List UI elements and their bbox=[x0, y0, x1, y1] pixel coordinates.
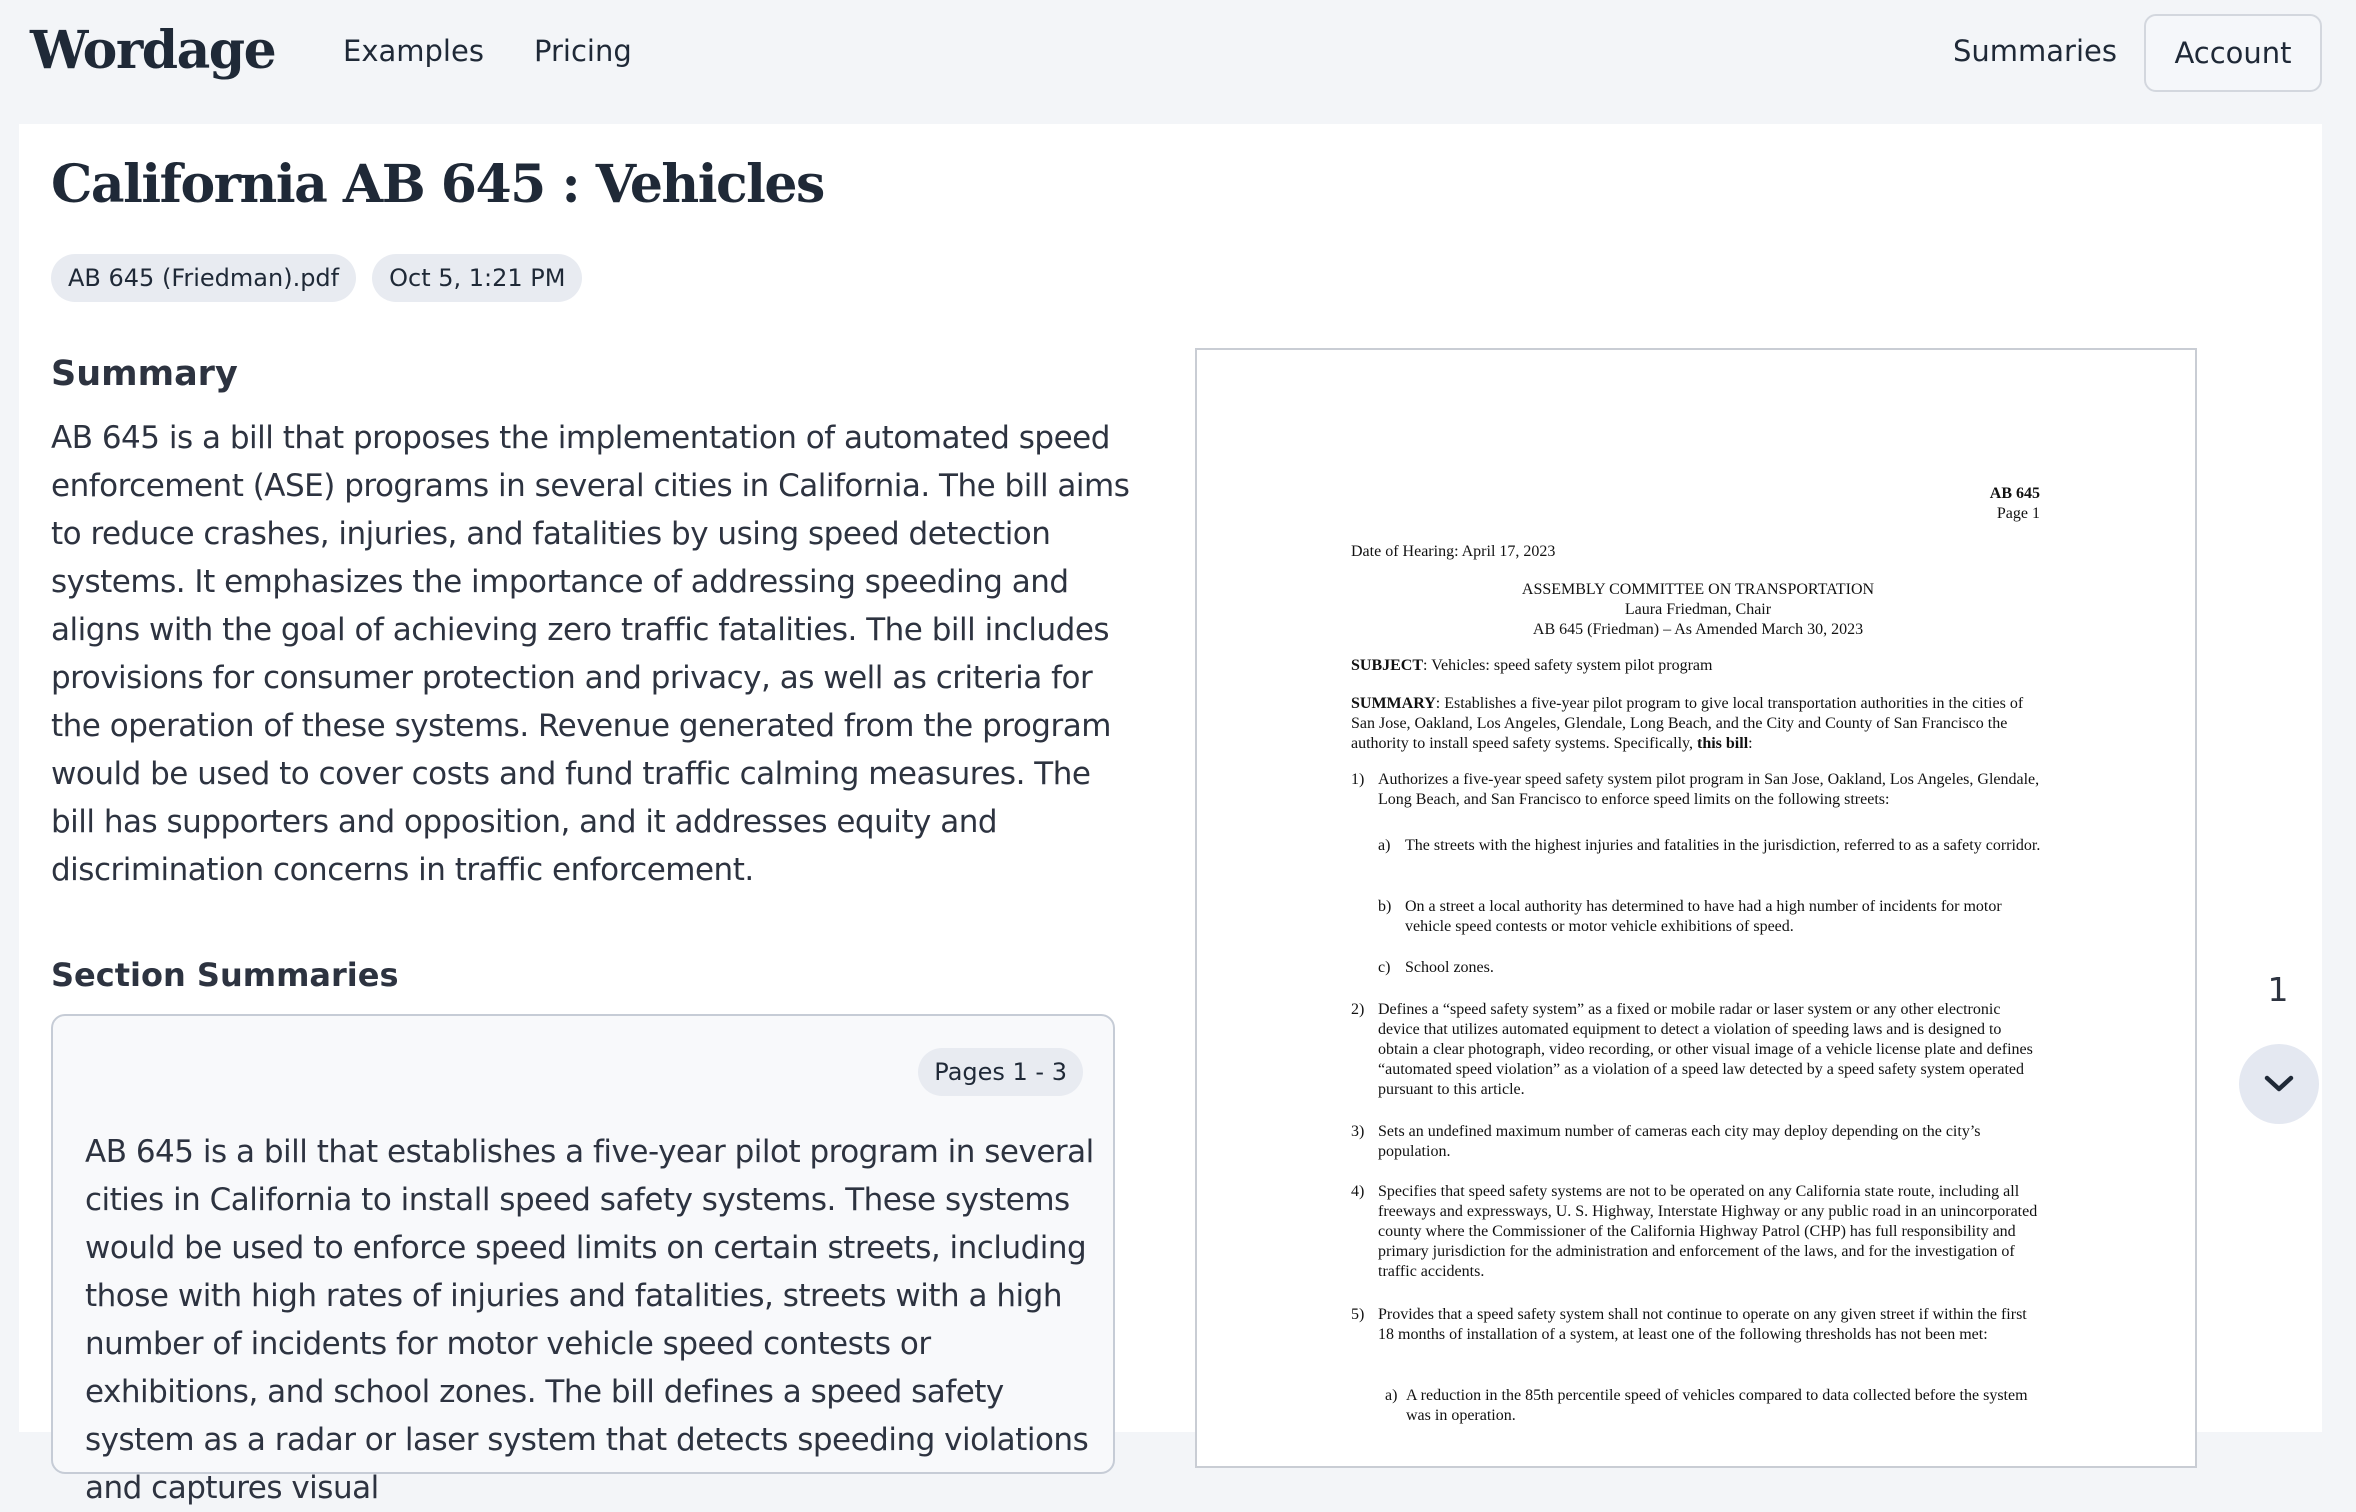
pdf-date-of-hearing: Date of Hearing: April 17, 2023 bbox=[1351, 543, 1556, 560]
section-summary-text: AB 645 is a bill that establishes a five-year pilot program in several cities in California to install speed safety systems. These systems would be used to enforce speed limits on certain streets, including those with high rates of injuries and fatalities, streets with a high number of incidents for motor vehicle speed contests or exhibitions, and school zones. The bill defines a speed safety system as a radar or laser system that detects speeding violations and captures visual bbox=[85, 1134, 1094, 1506]
pdf-item-text: School zones. bbox=[1405, 959, 1494, 976]
top-nav bbox=[0, 0, 2356, 124]
pdf-colon: : bbox=[1748, 735, 1753, 752]
pdf-subject-label: SUBJECT bbox=[1351, 657, 1424, 674]
section-summaries-heading: Section Summaries bbox=[51, 956, 399, 994]
pdf-item-text: Authorizes a five-year speed safety system pilot program in San Jose, Oakland, Los Angeles, Glendale, Long Beach, and San Francisco to enforce speed limits on the following streets: bbox=[1378, 771, 2040, 808]
nav-link-pricing[interactable]: Pricing bbox=[534, 34, 632, 68]
pdf-marker: 1) bbox=[1351, 771, 1365, 788]
summary-text: AB 645 is a bill that proposes the implementation of automated speed enforcement (ASE) programs in several cities in California. The bill aims to reduce crashes, injuries, and fatalities by using speed detection systems. It emphasizes the importance of addressing speeding and aligns with the goal of achieving zero traffic fatalities. The bill includes provisions for consumer protection and privacy, as well as criteria for the operation of these systems. Revenue generated from the program would be used to cover costs and fund traffic calming measures. The bill has supporters and opposition, and it addresses equity and discrimination concerns in traffic enforcement. bbox=[51, 420, 1130, 888]
file-name-badge: AB 645 (Friedman).pdf bbox=[51, 254, 356, 302]
pdf-item-text: Specifies that speed safety systems are not to be operated on any California state route, including all freeways and expressways, U. S. Highway, Interstate Highway or any public road in an unincorporated county where the Commissioner of the California Highway Patrol (CHP) has full responsibility and primary jurisdiction for the administration and enforcement of the laws, and for the investigation of traffic accidents. bbox=[1378, 1183, 2038, 1280]
pdf-item-1 bbox=[1351, 770, 2041, 810]
pdf-item-text: On a street a local authority has determined to have had a high number of incidents for motor vehicle speed contests or motor vehicle exhibitions of speed. bbox=[1405, 898, 2002, 935]
pdf-item-1a bbox=[1378, 836, 2041, 856]
pdf-marker: c) bbox=[1378, 959, 1391, 976]
date-badge: Oct 5, 1:21 PM bbox=[372, 254, 582, 302]
page-title: California AB 645 : Vehicles bbox=[51, 154, 824, 215]
pdf-committee: ASSEMBLY COMMITTEE ON TRANSPORTATION bbox=[1521, 581, 1875, 598]
pdf-summary bbox=[1351, 694, 2041, 754]
pdf-summary-text: : Establishes a five-year pilot program to give local transportation authorities in the cities of San Jose, Oakland, Los Angeles, Glendale, Long Beach, and the City and County of San Francisco the authority to install speed safety systems. Specifically, bbox=[1351, 695, 2024, 752]
page-number-indicator: 1 bbox=[2267, 970, 2289, 1009]
pdf-summary-label: SUMMARY bbox=[1351, 695, 1436, 712]
next-page-button[interactable] bbox=[2239, 1044, 2319, 1124]
pdf-marker: 5) bbox=[1351, 1306, 1365, 1323]
pages-range-badge[interactable]: Pages 1 - 3 bbox=[918, 1048, 1083, 1096]
pdf-item-text: The streets with the highest injuries and fatalities in the jurisdiction, referred to as a safety corridor. bbox=[1405, 837, 2041, 854]
pdf-marker: b) bbox=[1378, 898, 1392, 915]
pdf-committee-block bbox=[1197, 580, 2199, 640]
pdf-item-3 bbox=[1351, 1122, 2041, 1162]
pdf-item-5a bbox=[1385, 1386, 2041, 1426]
pdf-page-label: Page 1 bbox=[1996, 505, 2040, 522]
pdf-item-1b bbox=[1378, 897, 2041, 937]
summary-card bbox=[19, 124, 2322, 1506]
pdf-item-5 bbox=[1351, 1305, 2041, 1345]
nav-link-examples[interactable]: Examples bbox=[343, 34, 484, 68]
logo[interactable]: Wordage bbox=[30, 20, 276, 81]
pdf-subject bbox=[1351, 656, 2041, 676]
pdf-viewer[interactable] bbox=[1195, 348, 2197, 1468]
chevron-down-icon bbox=[2262, 1073, 2296, 1095]
pdf-this-bill: this bill bbox=[1697, 735, 1749, 752]
pdf-item-2 bbox=[1351, 1000, 2041, 1100]
pdf-bill-number: AB 645 bbox=[1989, 485, 2040, 502]
pdf-item-text: A reduction in the 85th percentile speed of vehicles compared to data collected before the system was in operation. bbox=[1406, 1387, 2028, 1424]
account-button[interactable]: Account bbox=[2144, 14, 2322, 92]
document-meta bbox=[51, 254, 582, 302]
summary-heading: Summary bbox=[51, 354, 238, 394]
pdf-page-header bbox=[1990, 484, 2040, 524]
pdf-subject-text: : Vehicles: speed safety system pilot program bbox=[1423, 657, 1713, 674]
section-summary-item bbox=[51, 1014, 1115, 1506]
pdf-item-1c bbox=[1378, 958, 2041, 978]
pdf-item-text: Sets an undefined maximum number of cameras each city may deploy depending on the city’s population. bbox=[1378, 1123, 1981, 1160]
pdf-item-4 bbox=[1351, 1182, 2041, 1282]
pdf-chair: Laura Friedman, Chair bbox=[1624, 601, 1772, 618]
pdf-marker: a) bbox=[1385, 1387, 1398, 1404]
pdf-item-text: Defines a “speed safety system” as a fixed or mobile radar or laser system or any other electronic device that utilizes automated equipment to detect a violation of speeding laws and is designed to obtain a clear photograph, video recording, or other visual image of a vehicle license plate and defines “automated speed violation” as a violation of a speed law detected by a speed safety system operated pursuant to this article. bbox=[1378, 1001, 2033, 1098]
pdf-marker: 4) bbox=[1351, 1183, 1365, 1200]
pdf-marker: a) bbox=[1378, 837, 1391, 854]
nav-link-summaries[interactable]: Summaries bbox=[1953, 34, 2117, 68]
pdf-item-text: Provides that a speed safety system shall not continue to operate on any given street if within the first 18 months of installation of a system, at least one of the following thresholds has not been met: bbox=[1378, 1306, 2027, 1343]
pdf-amended: AB 645 (Friedman) – As Amended March 30, 2023 bbox=[1532, 621, 1864, 638]
pdf-marker: 3) bbox=[1351, 1123, 1365, 1140]
pdf-marker: 2) bbox=[1351, 1001, 1365, 1018]
